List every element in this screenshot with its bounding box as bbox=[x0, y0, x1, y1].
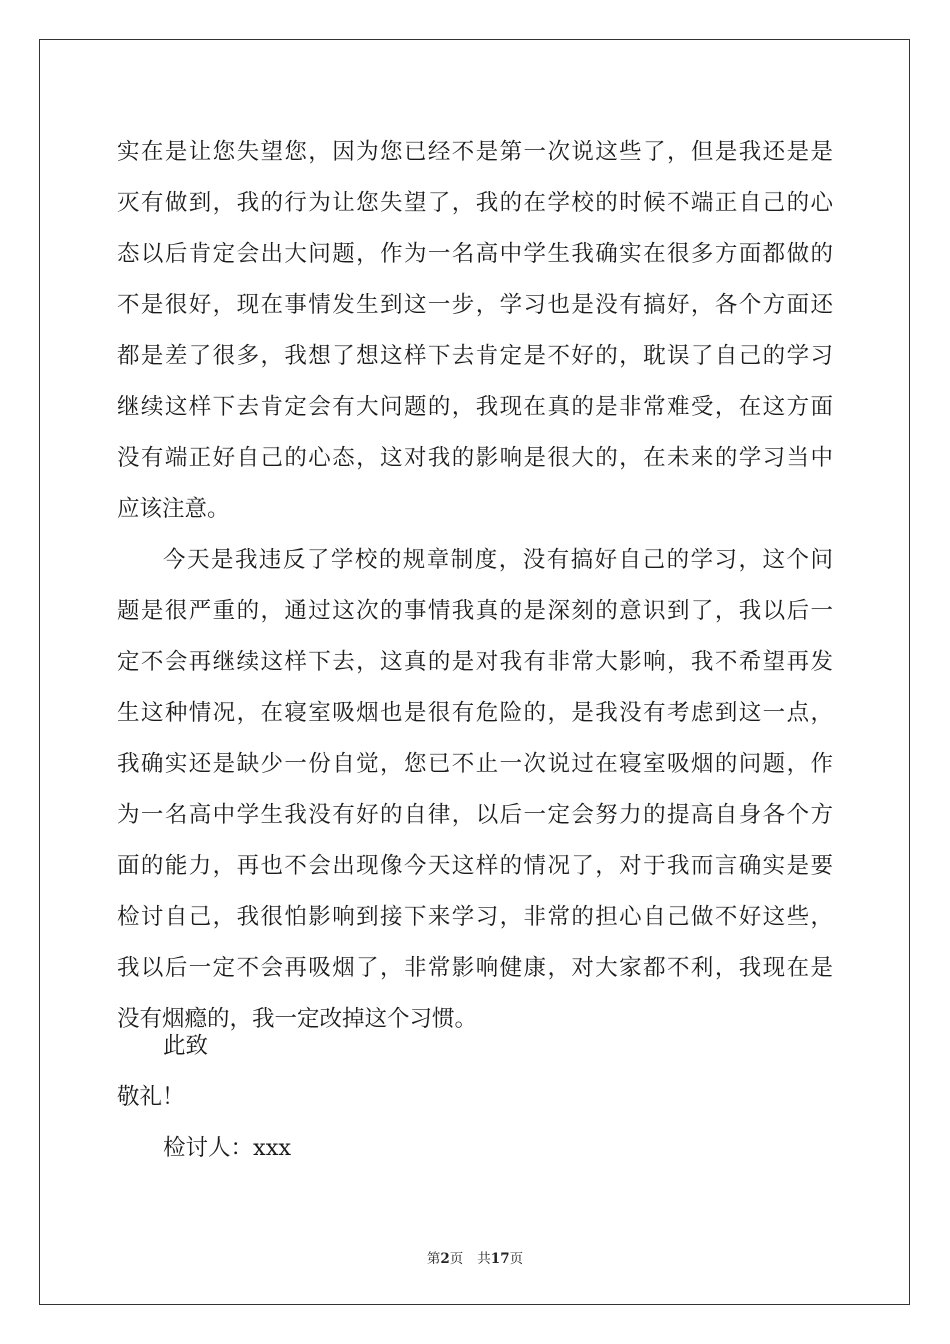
signature: 检讨人：xxx bbox=[163, 1135, 292, 1161]
text-line: 我以后一定不会再吸烟了，非常影响健康，对大家都不利，我现在是 bbox=[117, 955, 833, 981]
page-number: 2 bbox=[440, 1251, 450, 1267]
text-line: 生这种情况，在寝室吸烟也是很有危险的，是我没有考虑到这一点， bbox=[117, 700, 833, 726]
text-line: 都是差了很多，我想了想这样下去肯定是不好的，耽误了自己的学习 bbox=[117, 343, 833, 369]
text-line: 定不会再继续这样下去，这真的是对我有非常大影响，我不希望再发 bbox=[117, 649, 833, 675]
total-pages: 17 bbox=[490, 1251, 510, 1267]
text-line: 我确实还是缺少一份自觉，您已不止一次说过在寝室吸烟的问题，作 bbox=[117, 751, 833, 777]
paragraph-2 bbox=[117, 535, 833, 1045]
text-line: 实在是让您失望您，因为您已经不是第一次说这些了，但是我还是是 bbox=[117, 139, 833, 165]
text-line: 应该注意。 bbox=[117, 496, 230, 522]
document-body bbox=[117, 127, 833, 1045]
page-footer bbox=[0, 1247, 950, 1267]
text-line: 题是很严重的，通过这次的事情我真的是深刻的意识到了，我以后一 bbox=[117, 598, 833, 624]
total-suffix: 页 bbox=[509, 1251, 524, 1267]
text-line: 灭有做到，我的行为让您失望了，我的在学校的时候不端正自己的心 bbox=[117, 190, 833, 216]
text-line: 态以后肯定会出大问题，作为一名高中学生我确实在很多方面都做的 bbox=[117, 241, 833, 267]
text-line: 继续这样下去肯定会有大问题的，我现在真的是非常难受，在这方面 bbox=[117, 394, 833, 420]
total-prefix: 共 bbox=[477, 1251, 491, 1267]
closing-to: 此致 bbox=[163, 1033, 209, 1059]
text-line: 不是很好，现在事情发生到这一步，学习也是没有搞好，各个方面还 bbox=[117, 292, 833, 318]
page-suffix: 页 bbox=[449, 1251, 464, 1267]
text-line: 检讨自己，我很怕影响到接下来学习，非常的担心自己做不好这些， bbox=[117, 904, 833, 930]
page-prefix: 第 bbox=[426, 1251, 441, 1267]
text-line: 为一名高中学生我没有好的自律，以后一定会努力的提高自身各个方 bbox=[117, 802, 833, 828]
paragraph-1 bbox=[117, 127, 833, 535]
text-line: 面的能力，再也不会出现像今天这样的情况了，对于我而言确实是要 bbox=[117, 853, 833, 879]
text-line: 没有端正好自己的心态，这对我的影响是很大的，在未来的学习当中 bbox=[117, 445, 833, 471]
closing-salute: 敬礼！ bbox=[117, 1084, 185, 1110]
text-line: 今天是我违反了学校的规章制度，没有搞好自己的学习，这个问 bbox=[163, 547, 833, 573]
text-line: 没有烟瘾的，我一定改掉这个习惯。 bbox=[117, 1006, 478, 1032]
